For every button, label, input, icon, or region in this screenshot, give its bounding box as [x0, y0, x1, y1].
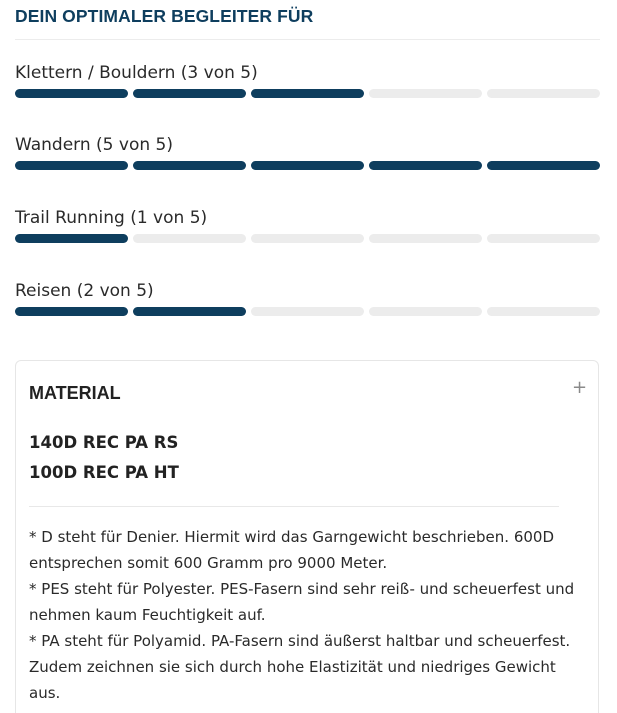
material-title[interactable]: MATERIAL	[29, 383, 121, 403]
rating-bar	[15, 161, 601, 170]
rating-travel	[15, 280, 601, 316]
material-item: 140D REC PA RS	[29, 433, 179, 452]
material-list	[29, 428, 179, 488]
rating-label: Wandern (5 von 5)	[15, 135, 173, 155]
title-divider	[15, 39, 600, 40]
material-divider	[29, 506, 559, 507]
rating-segment-4	[369, 234, 482, 243]
section-title: DEIN OPTIMALER BEGLEITER FÜR	[15, 6, 314, 26]
rating-hiking	[15, 134, 601, 170]
rating-segment-2	[133, 161, 246, 170]
material-accordion	[15, 360, 599, 713]
rating-segment-3	[251, 89, 364, 98]
rating-trail-running	[15, 207, 601, 243]
rating-segment-2	[133, 89, 246, 98]
rating-segment-3	[251, 161, 364, 170]
rating-segment-3	[251, 307, 364, 316]
rating-segment-1	[15, 89, 128, 98]
rating-segment-2	[133, 307, 246, 316]
note-polyester: * PES steht für Polyester. PES-Fasern sind sehr reiß- und scheuerfest und nehmen kaum Feuchtigkeit auf.	[29, 580, 575, 624]
rating-bar	[15, 307, 601, 316]
rating-segment-5	[487, 234, 600, 243]
rating-segment-1	[15, 161, 128, 170]
rating-segment-4	[369, 307, 482, 316]
rating-segment-5	[487, 307, 600, 316]
note-polyamide: * PA steht für Polyamid. PA-Fasern sind äußerst haltbar und scheuerfest. Zudem zeichnen sie sich durch hohe Elastizität und niedriges Gewicht aus.	[29, 632, 571, 702]
rating-segment-1	[15, 307, 128, 316]
rating-label: Reisen (2 von 5)	[15, 281, 154, 301]
rating-segment-4	[369, 161, 482, 170]
rating-label: Klettern / Bouldern (3 von 5)	[15, 63, 258, 83]
rating-segment-1	[15, 234, 128, 243]
rating-segment-5	[487, 89, 600, 98]
rating-segment-3	[251, 234, 364, 243]
rating-segment-2	[133, 234, 246, 243]
rating-segment-4	[369, 89, 482, 98]
note-denier: * D steht für Denier. Hiermit wird das Garngewicht beschrieben. 600D entsprechen somit 600 Gramm pro 9000 Meter.	[29, 528, 554, 572]
rating-bar	[15, 234, 601, 243]
rating-bar	[15, 89, 601, 98]
rating-segment-5	[487, 161, 600, 170]
rating-label: Trail Running (1 von 5)	[15, 208, 208, 228]
rating-climbing	[15, 62, 601, 98]
material-notes	[29, 524, 589, 706]
plus-icon[interactable]: +	[572, 377, 588, 398]
material-item: 100D REC PA HT	[29, 463, 179, 482]
